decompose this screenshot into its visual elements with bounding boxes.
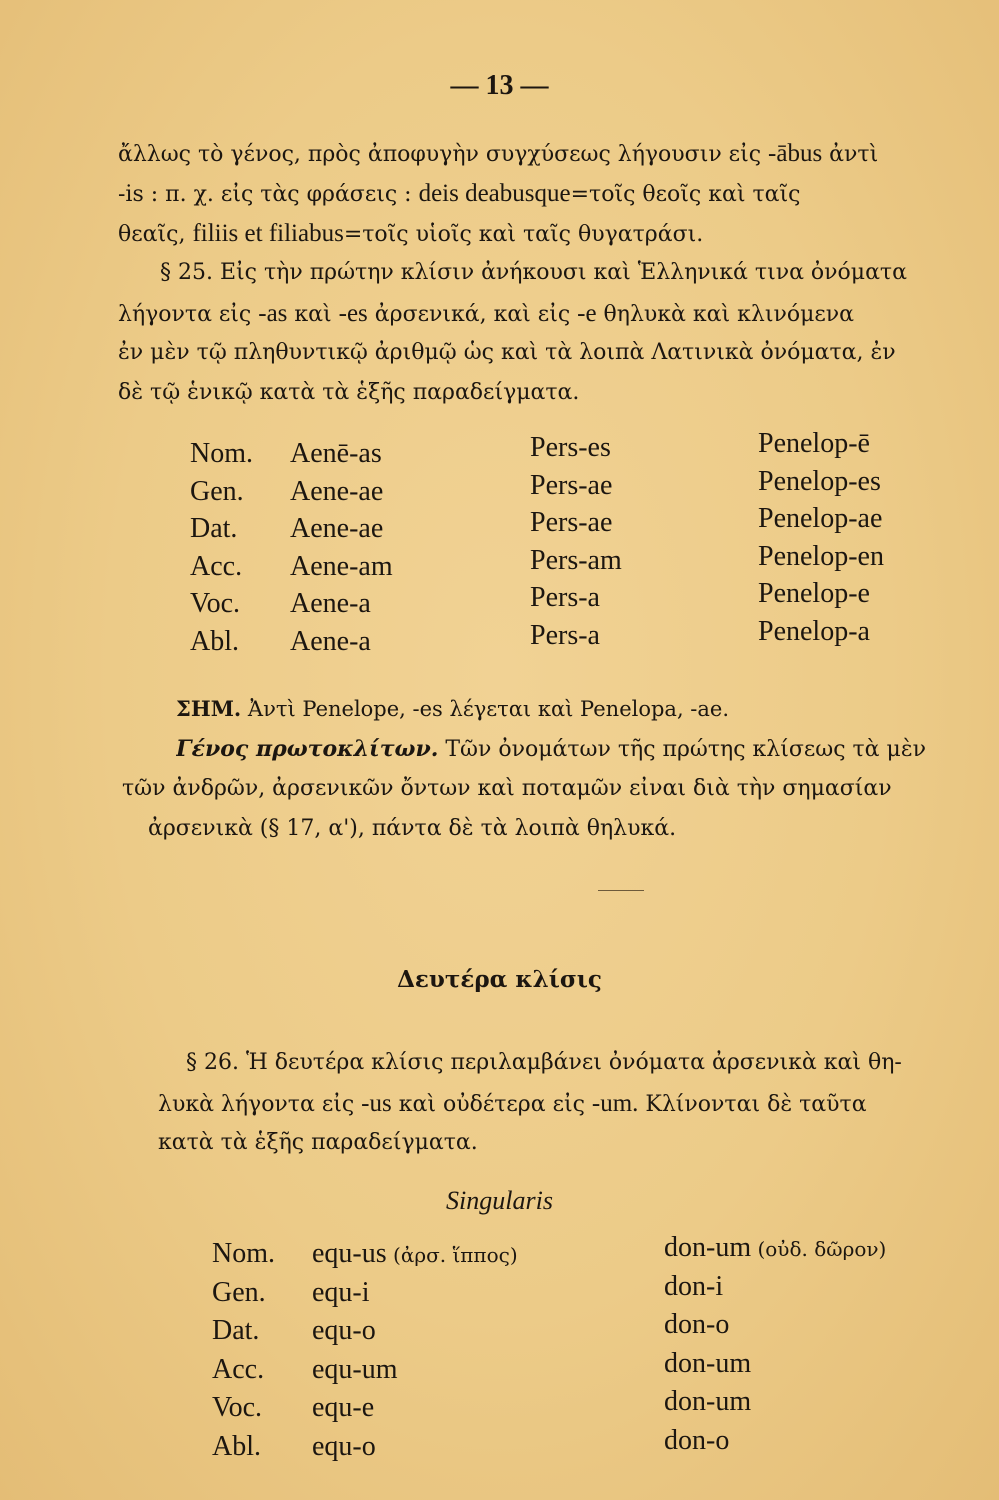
case-label: Gen. xyxy=(212,1276,266,1308)
declension-form: Aene-am xyxy=(290,550,393,582)
latin-ending: -us xyxy=(361,1090,392,1117)
case-label: Acc. xyxy=(212,1353,265,1385)
gender-title: Γένος πρωτοκλίτων. xyxy=(176,736,439,762)
declension-form: Aenē-as xyxy=(290,438,382,469)
page-number: — 13 — xyxy=(450,70,549,101)
declension-form: Aene-a xyxy=(290,588,371,619)
intro-text: -is : π. χ. εἰς τὰς φράσεις : xyxy=(118,182,419,207)
declension-form-text: don-um xyxy=(664,1232,752,1263)
donum-column xyxy=(664,1232,886,1463)
intro-text: ἀντὶ xyxy=(822,142,879,167)
intro-line-1 xyxy=(118,140,963,168)
intro-text: ἄλλως τὸ γένος, πρὸς ἀποφυγὴν συγχύσεως λήγουσιν εἰς xyxy=(118,142,769,167)
declension-form: don-o xyxy=(664,1309,730,1340)
declension-form: don-um xyxy=(664,1386,752,1417)
declension-form: Aene-ae xyxy=(290,475,384,507)
singularis-subheading: Singularis xyxy=(446,1186,553,1215)
aeneas-column xyxy=(290,438,393,663)
section-text: καὶ οὐδέτερα εἰς xyxy=(391,1092,592,1117)
declension-form: Aene-a xyxy=(290,625,371,657)
section-25-line-3: ἐν μὲν τῷ πληθυντικῷ ἀριθμῷ ὡς καὶ τὰ λοιπὰ Λατινικὰ ὀνόματα, ἐν xyxy=(118,340,896,365)
case-label: Voc. xyxy=(212,1392,263,1423)
declension-form: Penelop-ae xyxy=(758,503,883,534)
declension-form: Pers-es xyxy=(530,432,611,463)
second-declension-heading: Δευτέρα κλίσις xyxy=(397,966,602,993)
case-column xyxy=(212,1238,275,1469)
section-text: ἀρσενικά, καὶ εἰς xyxy=(367,302,578,327)
gloss: (ἀρσ. ἵππος) xyxy=(386,1243,518,1267)
declension-form: Pers-a xyxy=(530,619,600,651)
declension-form: equ-um xyxy=(312,1353,398,1385)
section-divider xyxy=(598,890,644,891)
latin-ending: -e xyxy=(577,300,597,327)
latin-ending: -es xyxy=(338,300,368,327)
latin-ending: -ābus xyxy=(768,140,823,167)
case-label: Acc. xyxy=(190,550,243,582)
declension-form: equ-e xyxy=(312,1392,375,1423)
declension-form: Penelop-a xyxy=(758,615,870,647)
declension-form: Pers-ae xyxy=(530,507,613,538)
section-25-line-1: § 25. Εἰς τὴν πρώτην κλίσιν ἀνήκουσι καὶ Ἑλληνικά τινα ὀνόματα xyxy=(160,260,907,285)
note-text: Ἀντὶ Penelope, -es λέγεται καὶ Penelopa, -ae. xyxy=(241,697,730,721)
section-text: Κλίνονται δὲ ταῦτα xyxy=(638,1092,867,1117)
note-line xyxy=(176,696,956,721)
declension-form: Penelop-ē xyxy=(758,428,870,459)
section-text: λυκὰ λήγοντα εἰς xyxy=(158,1092,362,1117)
case-label: Dat. xyxy=(190,513,238,544)
gender-line-3: ἀρσενικὰ (§ 17, α'), πάντα δὲ τὰ λοιπὰ θηλυκά. xyxy=(148,816,677,841)
note-label: ΣΗΜ. xyxy=(176,696,242,721)
section-25-line-2 xyxy=(118,300,963,328)
latin-example: filiis et filiabus xyxy=(192,220,344,247)
declension-form: equ-i xyxy=(312,1276,370,1308)
declension-form: Aene-ae xyxy=(290,513,384,544)
penelope-column xyxy=(758,428,884,653)
declension-form: Pers-ae xyxy=(530,469,613,501)
case-label: Nom. xyxy=(212,1238,275,1269)
section-text: θηλυκὰ καὶ κλινόμενα xyxy=(596,302,854,327)
intro-text: =τοῖς υἱοῖς καὶ ταῖς θυγατράσι. xyxy=(343,222,704,247)
intro-text: θεαῖς, xyxy=(118,222,193,247)
declension-form: don-o xyxy=(664,1424,730,1456)
declension-form: equ-o xyxy=(312,1315,376,1346)
intro-line-2 xyxy=(118,180,963,208)
gender-line-1 xyxy=(176,736,966,762)
case-label: Dat. xyxy=(212,1315,260,1346)
intro-line-3 xyxy=(118,220,963,248)
section-26-line-2 xyxy=(158,1090,978,1118)
section-26-line-3: κατὰ τὰ ἑξῆς παραδείγματα. xyxy=(158,1130,478,1155)
perses-column xyxy=(530,432,622,657)
section-text: καὶ xyxy=(287,302,339,327)
section-26-line-1: § 26. Ἡ δευτέρα κλίσις περιλαμβάνει ὀνόματα ἀρσενικὰ καὶ θη- xyxy=(186,1050,902,1075)
section-text: λήγοντα εἰς xyxy=(118,302,259,327)
declension-form: Penelop-e xyxy=(758,578,870,609)
latin-ending: -as xyxy=(258,300,288,327)
case-column xyxy=(190,438,253,663)
declension-form-text: equ-us xyxy=(312,1238,387,1269)
gloss: (οὐδ. δῶρον) xyxy=(751,1237,887,1261)
latin-ending: -um. xyxy=(591,1090,639,1117)
case-label: Abl. xyxy=(190,625,239,657)
equus-column xyxy=(312,1238,518,1469)
declension-form xyxy=(664,1232,886,1271)
declension-form: don-i xyxy=(664,1270,724,1302)
latin-example: deis deabusque xyxy=(418,180,571,207)
case-label: Abl. xyxy=(212,1430,261,1462)
gender-line-2: τῶν ἀνδρῶν, ἀρσενικῶν ὄντων καὶ ποταμῶν εἶναι διὰ τὴν σημασίαν xyxy=(122,776,892,801)
declension-form xyxy=(312,1238,518,1277)
declension-form: Pers-a xyxy=(530,582,600,613)
case-label: Gen. xyxy=(190,475,244,507)
case-label: Nom. xyxy=(190,438,253,469)
case-label: Voc. xyxy=(190,588,241,619)
intro-text: =τοῖς θεοῖς καὶ ταῖς xyxy=(570,182,801,207)
gender-text: Τῶν ὀνομάτων τῆς πρώτης κλίσεως τὰ μὲν xyxy=(438,737,927,762)
declension-form: Pers-am xyxy=(530,544,622,576)
declension-form: don-um xyxy=(664,1347,752,1379)
declension-form: Penelop-en xyxy=(758,540,884,572)
declension-form: equ-o xyxy=(312,1430,376,1462)
section-25-line-4: δὲ τῷ ἑνικῷ κατὰ τὰ ἑξῆς παραδείγματα. xyxy=(118,380,580,405)
declension-form: Penelop-es xyxy=(758,465,881,497)
